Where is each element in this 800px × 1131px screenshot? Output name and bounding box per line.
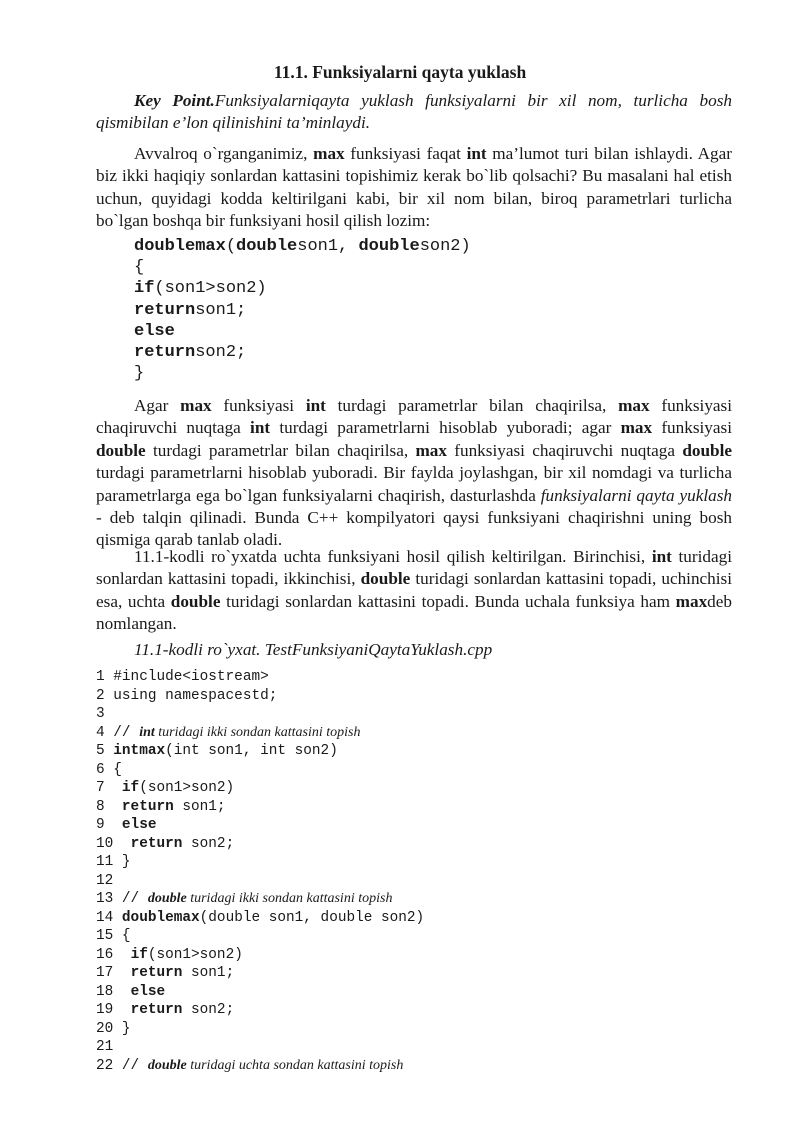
code-text: // <box>113 1057 148 1074</box>
code-text: { <box>134 258 145 278</box>
code-comment <box>148 1058 404 1073</box>
listing-line <box>96 872 424 891</box>
line-number: 2 <box>96 687 105 704</box>
code-text <box>113 984 130 1000</box>
line-number: 1 <box>96 669 105 685</box>
text-run: Avvalroq o`rganganimiz, <box>134 144 314 163</box>
listing-line <box>96 927 424 946</box>
code-text: ( <box>225 237 237 256</box>
keyword: int <box>651 547 672 566</box>
text-run: 11.1-kodli ro`yxatda uchta funksiyani hosil qilish keltirilgan. Birinchisi, <box>134 547 652 566</box>
listing-line <box>96 668 424 687</box>
text-run: turdagi parametrlar bilan chaqirilsa, <box>145 440 416 460</box>
code-text <box>105 688 114 704</box>
line-number: 11 <box>96 854 114 870</box>
text-run: turidagi sonlardan kattasini topadi, uchinchisi esa, uchta <box>96 569 732 611</box>
code-keyword: return <box>130 1002 183 1018</box>
term-italic: funksiyalarni qayta yuklash <box>540 485 732 505</box>
code-text: } <box>121 1020 131 1037</box>
line-number: 3 <box>96 706 105 722</box>
code-line <box>134 363 471 384</box>
code-text: #include<iostream> <box>113 669 269 685</box>
key-point-text: Funksiyalarniqayta yuklash funksiyalarni bir xil nom, turlicha bosh qismibilan e’lon qilinishini ta’minlaydi. <box>96 91 732 133</box>
code-text: son1; <box>173 798 226 815</box>
code-keyword: intmax <box>113 743 166 759</box>
line-number: 8 <box>96 798 105 815</box>
keyword: double <box>96 440 146 460</box>
line-number: 17 <box>96 965 114 981</box>
text-run: - deb talqin qilinadi. Bunda C++ kompilyatori qaysi funksiyani chaqirishni uning bosh qismiga qarab tanlab oladi. <box>96 508 732 550</box>
code-text: } <box>121 854 131 870</box>
line-number: 9 <box>96 817 105 833</box>
code-text: // <box>104 724 140 741</box>
text-run: turdagi parametrlarni hisoblab yuboradi. Bir faylda joylashgan, bir xil nomdagi va turlicha parametrlarga ega bo`lgan funksiyalarni chaqirish, dasturlashda <box>96 463 732 505</box>
code-text: (son1>son2) <box>139 780 235 796</box>
keyword: max <box>618 396 650 415</box>
code-keyword: double <box>358 237 420 256</box>
code-text <box>113 910 122 926</box>
line-number: 13 <box>96 891 114 907</box>
code-line <box>134 342 471 363</box>
code-listing <box>96 668 424 1075</box>
keyword: int <box>305 396 326 415</box>
listing-line <box>96 742 424 761</box>
listing-line <box>96 946 424 965</box>
code-text: (double son1, double son2) <box>199 909 425 926</box>
listing-intro-paragraph <box>96 546 732 636</box>
code-comment <box>148 891 393 906</box>
listing-line <box>96 798 424 817</box>
keyword: max <box>180 396 212 415</box>
code-keyword: double <box>236 237 298 256</box>
code-keyword: if <box>134 279 155 299</box>
code-text: son1, <box>297 237 359 256</box>
keyword: double <box>170 591 221 611</box>
line-number: 10 <box>96 835 114 852</box>
code-keyword: doublemax <box>134 237 226 256</box>
code-line <box>134 300 471 321</box>
code-keyword: doublemax <box>121 909 200 926</box>
code-text <box>113 965 130 981</box>
code-keyword: return <box>134 300 196 320</box>
line-number: 16 <box>96 946 114 963</box>
code-line <box>134 257 471 278</box>
code-text <box>113 854 122 870</box>
keyword: max <box>415 440 447 460</box>
line-number: 4 <box>96 724 105 741</box>
comment-keyword: double <box>147 891 187 906</box>
code-text: (int son1, int son2) <box>165 743 338 759</box>
code-text: (son1>son2) <box>154 279 267 299</box>
code-text <box>105 743 114 759</box>
text-run: turdagi parametrlarni hisoblab yuboradi; agar <box>270 418 621 438</box>
code-text: son1; <box>195 300 247 320</box>
comment-text: turidagi uchta sondan kattasini topish <box>186 1057 404 1073</box>
listing-line <box>96 816 424 835</box>
line-number: 19 <box>96 1002 114 1018</box>
listing-line <box>96 779 424 798</box>
code-text: son2) <box>419 237 471 256</box>
code-text: (son1>son2) <box>147 946 243 963</box>
listing-caption: 11.1-kodli ro`yxat. TestFunksiyaniQaytaYuklash.cpp <box>134 640 493 659</box>
text-run: funksiyasi chaqiruvchi nuqtaga <box>96 396 733 438</box>
keyword: double <box>682 440 732 460</box>
text-run: funksiyasi <box>211 396 306 415</box>
code-comment <box>139 725 360 740</box>
code-text <box>113 836 130 852</box>
comment-keyword: int <box>139 724 155 740</box>
listing-line <box>96 724 424 743</box>
code-keyword: return <box>134 343 196 363</box>
code-keyword: return <box>121 798 174 815</box>
code-text <box>105 780 122 796</box>
listing-line <box>96 761 424 780</box>
listing-line <box>96 890 424 909</box>
code-text <box>105 669 114 685</box>
text-run: turidagi sonlardan kattasini topadi, ikkinchisi, <box>96 547 732 589</box>
code-text <box>113 1002 130 1018</box>
code-text: son2; <box>195 343 247 363</box>
code-text: { <box>113 761 122 778</box>
text-run: Agar <box>134 396 181 415</box>
listing-line <box>96 1057 424 1076</box>
code-text: using namespacestd; <box>113 687 278 704</box>
listing-line <box>96 1020 424 1039</box>
code-keyword: else <box>121 817 157 833</box>
text-run: turdagi parametrlar bilan chaqirilsa, <box>325 396 619 415</box>
text-run: funksiyasi chaqiruvchi nuqtaga <box>446 440 683 460</box>
keyword: max <box>675 591 708 611</box>
code-keyword: return <box>130 965 183 981</box>
code-line <box>134 321 471 342</box>
keyword: double <box>360 569 411 589</box>
key-point-paragraph <box>96 90 732 135</box>
listing-line <box>96 687 424 706</box>
keyword-max: max <box>313 144 345 163</box>
code-text: { <box>121 928 131 944</box>
explanation-paragraph <box>96 395 732 552</box>
code-text: // <box>113 891 148 907</box>
line-number: 6 <box>96 761 105 778</box>
code-keyword: else <box>134 321 175 341</box>
listing-line <box>96 835 424 854</box>
text-run: funksiyasi <box>652 418 732 438</box>
code-line <box>134 278 471 299</box>
code-keyword: return <box>130 835 183 852</box>
keyword: max <box>620 418 653 438</box>
text-run: funksiyasi faqat <box>344 144 467 163</box>
text-run: turidagi sonlardan kattasini topadi. Bunda uchala funksiya ham <box>220 591 676 611</box>
code-keyword: if <box>130 946 148 963</box>
line-number: 7 <box>96 780 105 796</box>
text-run: ma’lumot turi bilan ishlaydi. Agar biz ikki haqiqiy sonlardan kattasini topishimiz kerak bo`lib qolsachi? Bu masalani hal etish uchun, quyidagi kodda keltirilgani kabi, bir xil nom bilan, biroq parametrlari turlicha bo`lgan boshqa bir funksiyani hosil qilish lozim: <box>96 144 732 231</box>
listing-line <box>96 705 424 724</box>
line-number: 21 <box>96 1039 114 1055</box>
listing-line <box>96 909 424 928</box>
listing-line <box>96 964 424 983</box>
line-number: 20 <box>96 1020 114 1037</box>
code-text <box>105 762 114 778</box>
code-text <box>113 947 130 963</box>
keyword: int <box>250 418 271 438</box>
comment-text: turidagi ikki sondan kattasini topish <box>154 724 361 740</box>
line-number: 15 <box>96 928 114 944</box>
listing-line <box>96 1001 424 1020</box>
code-text: son2; <box>182 1002 235 1018</box>
line-number: 14 <box>96 909 114 926</box>
code-text: son2; <box>182 835 235 852</box>
code-text: } <box>134 364 145 384</box>
code-text <box>105 817 122 833</box>
code-line <box>134 236 471 257</box>
comment-keyword: double <box>147 1057 187 1073</box>
code-snippet <box>134 236 471 384</box>
line-number: 12 <box>96 872 114 889</box>
listing-line <box>96 983 424 1002</box>
code-text <box>105 799 122 815</box>
text-run: deb nomlangan. <box>96 591 732 634</box>
line-number: 18 <box>96 983 114 1000</box>
intro-paragraph <box>96 143 732 233</box>
code-keyword: if <box>121 780 140 796</box>
key-point-label: Key Point. <box>134 91 215 110</box>
comment-text: turidagi ikki sondan kattasini topish <box>186 891 393 906</box>
section-title: 11.1. Funksiyalarni qayta yuklash <box>273 62 527 82</box>
code-text <box>113 1021 122 1037</box>
listing-line <box>96 853 424 872</box>
listing-line <box>96 1038 424 1057</box>
line-number: 22 <box>96 1057 114 1074</box>
code-text: son1; <box>182 965 235 981</box>
code-text <box>113 928 122 944</box>
code-keyword: else <box>130 983 166 1000</box>
line-number: 5 <box>96 743 105 759</box>
keyword-int: int <box>466 144 487 163</box>
